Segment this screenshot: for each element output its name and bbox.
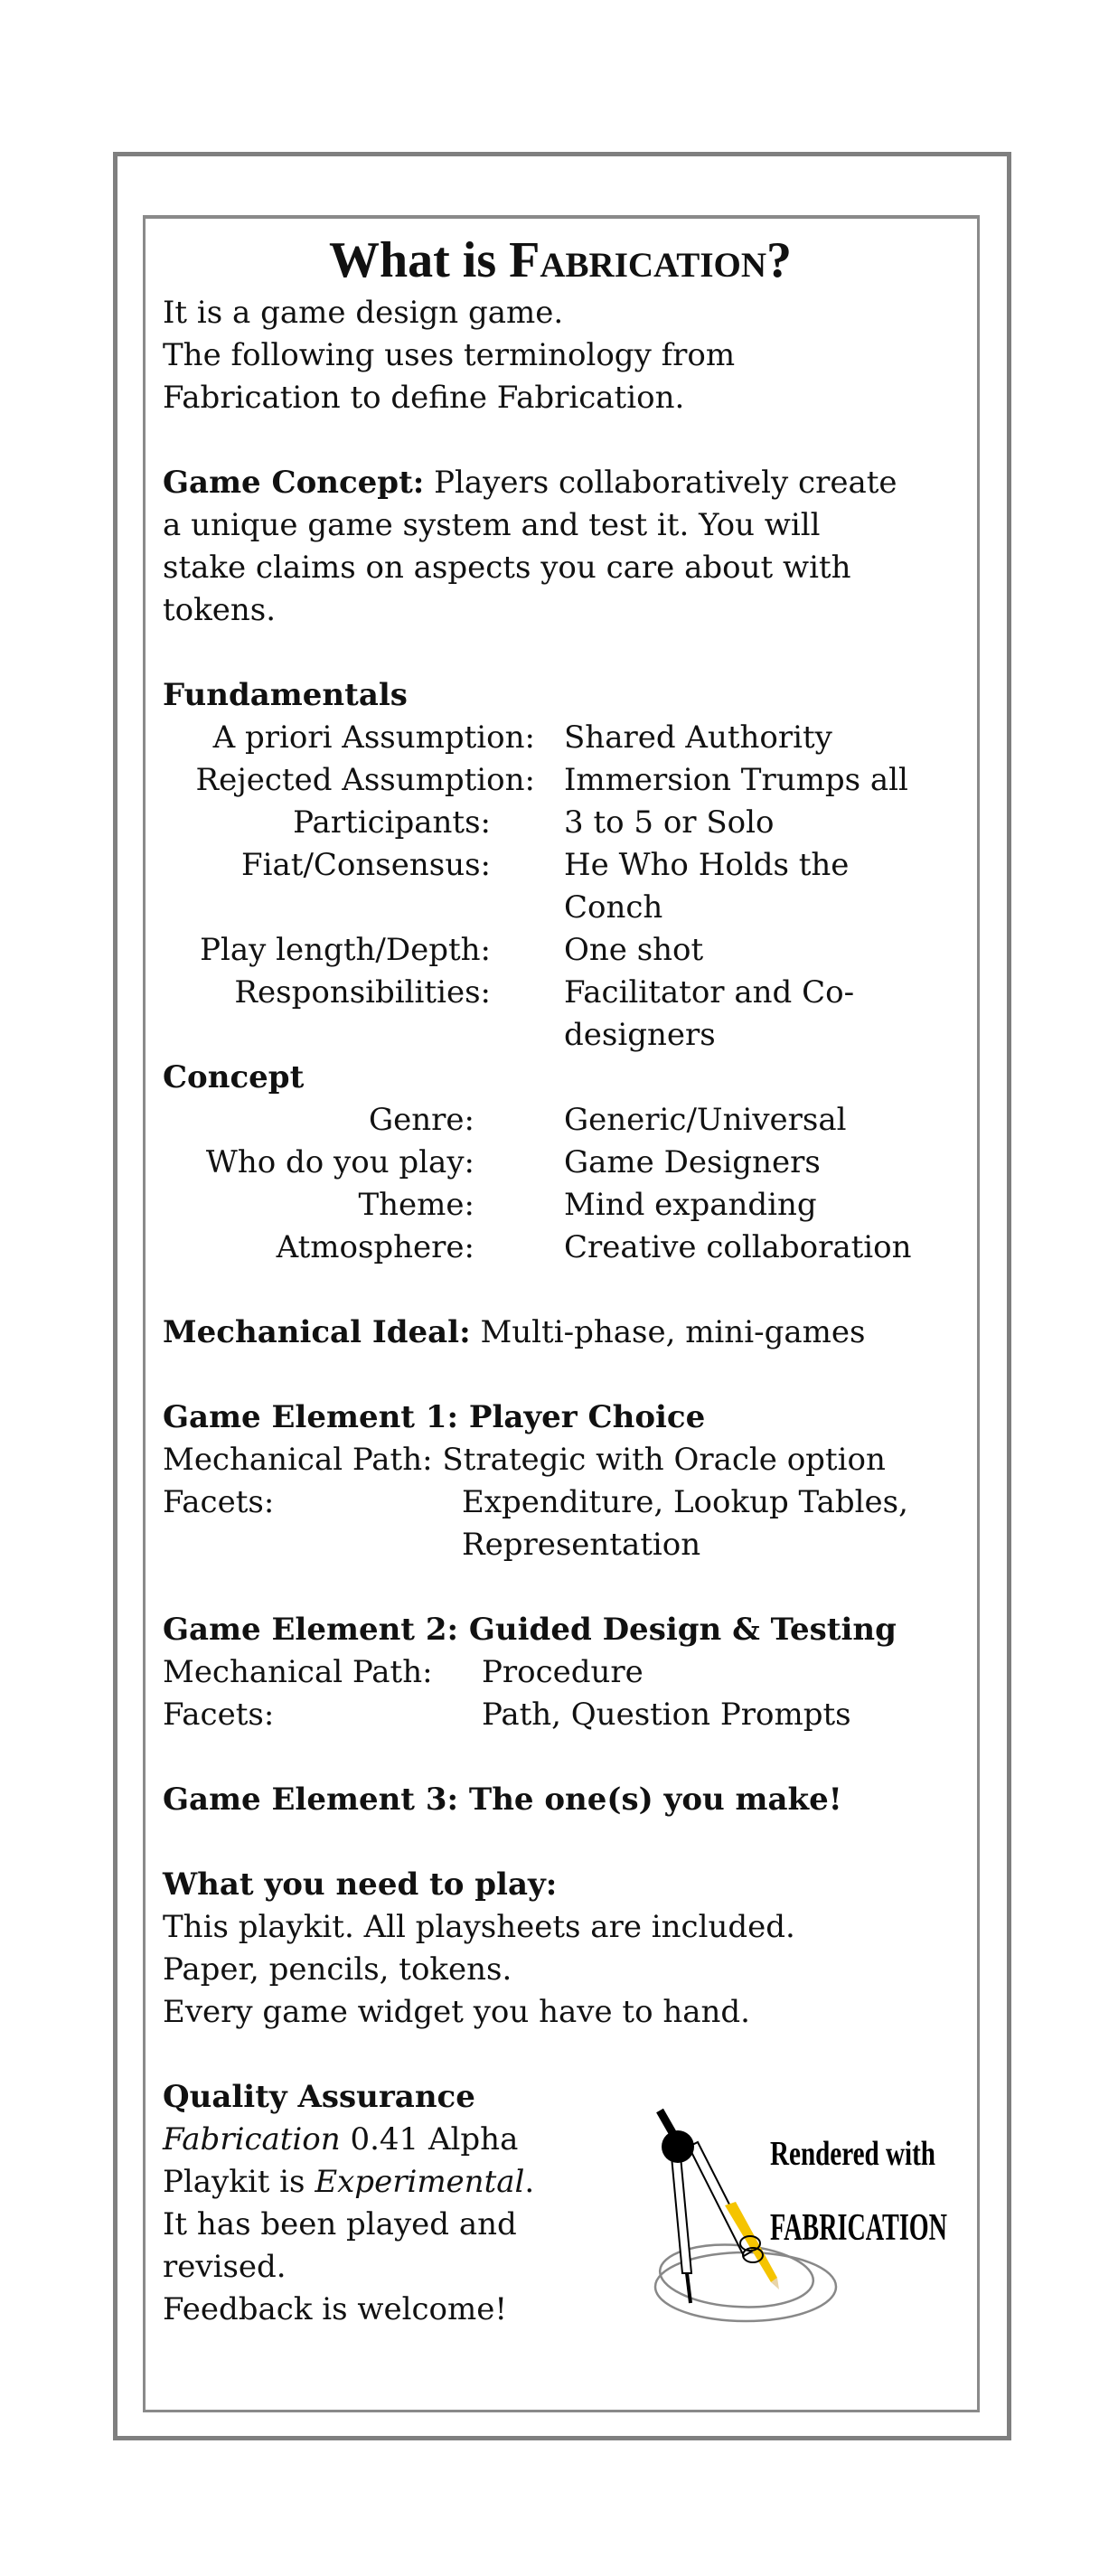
text: Paper, pencils, tokens.	[163, 1951, 512, 1988]
facets-label: Facets:	[163, 1697, 275, 1733]
element1-facets	[163, 1481, 967, 1566]
concept-row	[163, 1099, 967, 1142]
intro-line: It is a game design game.	[163, 295, 564, 331]
concept-row	[163, 1142, 967, 1184]
path-label: Mechanical Path:	[163, 1654, 433, 1690]
row-value: Mind expanding	[564, 1187, 817, 1223]
fundamentals-row	[163, 844, 967, 929]
fundamentals-row	[163, 759, 967, 802]
row-label: Participants:	[293, 804, 491, 841]
row-value: Creative collaboration	[564, 1229, 912, 1265]
title-name: Fabrication	[509, 232, 766, 288]
game-concept-label: Game Concept:	[163, 465, 425, 501]
concept-row	[163, 1227, 967, 1269]
text: Players collaboratively create	[424, 465, 897, 501]
facets-label: Facets:	[163, 1484, 275, 1520]
row-label: Who do you play:	[205, 1144, 474, 1180]
fundamentals-heading: Fundamentals	[163, 677, 408, 713]
qa-name: Fabrication	[163, 2121, 341, 2158]
row-label: Fiat/Consensus:	[241, 847, 491, 883]
row-value: Immersion Trumps all	[564, 762, 908, 798]
text: stake claims on aspects you care about with	[163, 550, 851, 586]
text: It has been played and revised.	[163, 2206, 517, 2285]
title-prefix: What is	[328, 232, 510, 288]
compass-icon	[651, 2097, 967, 2332]
qa-heading: Quality Assurance	[163, 2079, 475, 2115]
fundamentals-row	[163, 802, 967, 844]
text: Every game widget you have to hand.	[163, 1994, 750, 2030]
mechanical-ideal-value: Multi-phase, mini-games	[470, 1314, 866, 1350]
path-value: Strategic with Oracle option	[442, 1442, 886, 1478]
row-value: He Who Holds the Conch	[564, 847, 850, 926]
concept-row	[163, 1184, 967, 1227]
game-concept	[163, 462, 967, 504]
text: .	[524, 2164, 535, 2200]
element2-path	[163, 1651, 967, 1694]
needs-heading: What you need to play:	[163, 1866, 558, 1903]
fundamentals-row	[163, 717, 967, 759]
row-value: Game Designers	[564, 1144, 821, 1180]
fundamentals-row	[163, 972, 967, 1057]
mechanical-ideal	[163, 1312, 967, 1354]
row-label: Theme:	[358, 1187, 474, 1223]
text: Feedback is welcome!	[163, 2291, 507, 2327]
logo-line1: Rendered with	[770, 2135, 935, 2173]
content	[163, 292, 967, 2331]
element1-path	[163, 1439, 967, 1481]
row-value: 3 to 5 or Solo	[564, 804, 775, 841]
path-label: Mechanical Path:	[163, 1442, 433, 1478]
title-suffix: ?	[766, 232, 792, 288]
text: tokens.	[163, 592, 277, 628]
row-label: Responsibilities:	[234, 974, 491, 1011]
concept-heading: Concept	[163, 1059, 305, 1095]
qa-version-number: 0.41 Alpha	[340, 2121, 519, 2158]
text: This playkit. All playsheets are included.	[163, 1909, 795, 1945]
facets-value: Path, Question Prompts	[482, 1697, 851, 1733]
row-value: Generic/Universal	[564, 1102, 847, 1138]
intro-line: The following uses terminology from	[163, 337, 736, 373]
element2-heading: Game Element 2: Guided Design & Testing	[163, 1612, 897, 1648]
fundamentals-row	[163, 929, 967, 972]
facets-value: Expenditure, Lookup Tables, Representation	[462, 1484, 908, 1563]
row-label: Genre:	[368, 1102, 474, 1138]
row-label: A priori Assumption:	[212, 719, 535, 756]
mechanical-ideal-label: Mechanical Ideal:	[163, 1314, 471, 1350]
row-value: Shared Authority	[564, 719, 832, 756]
text: Experimental	[315, 2164, 525, 2200]
intro-line: Fabrication to define Fabrication.	[163, 380, 685, 416]
row-label: Play length/Depth:	[200, 932, 491, 968]
element3-heading: Game Element 3: The one(s) you make!	[163, 1782, 842, 1818]
row-value: One shot	[564, 932, 704, 968]
path-value: Procedure	[482, 1654, 644, 1690]
element1-heading: Game Element 1: Player Choice	[163, 1399, 706, 1435]
row-label: Atmosphere:	[276, 1229, 474, 1265]
element2-facets	[163, 1694, 967, 1736]
page-title	[145, 231, 976, 289]
row-label: Rejected Assumption:	[195, 762, 535, 798]
text: a unique game system and test it. You will	[163, 507, 821, 543]
row-value: Facilitator and Co-designers	[564, 974, 855, 1053]
logo-line2: FABRICATION	[770, 2207, 947, 2249]
fabrication-logo	[651, 2097, 967, 2332]
text: Playkit is	[163, 2164, 315, 2200]
